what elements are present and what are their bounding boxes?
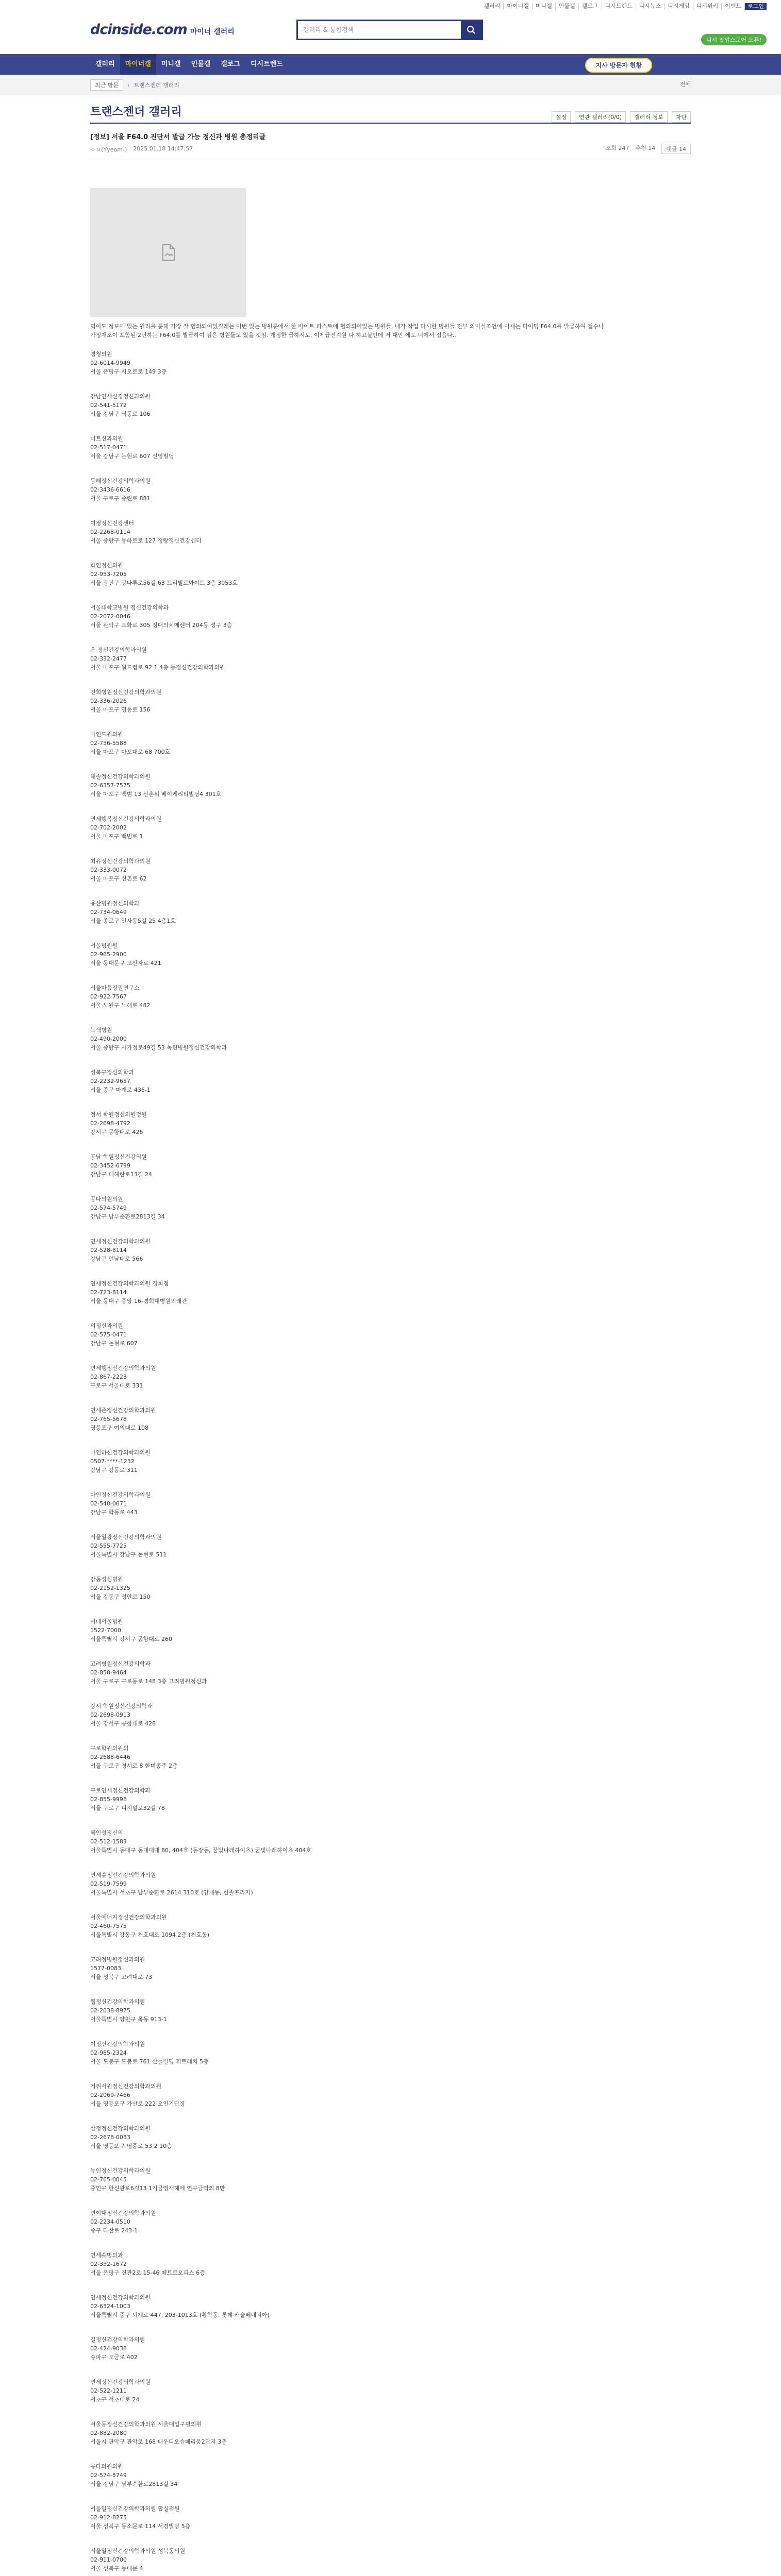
clinic-entry [90,392,606,418]
clinic-addr: 강남구 남부순환로2813길 34 [90,1213,165,1220]
clinic-name: 마인정신건강의학과의원 [90,1492,151,1498]
clinic-entry [90,2209,606,2235]
clinic-name: 연세행정신건강의학과의원 [90,1365,156,1371]
util-nav-item[interactable]: 디시위키 [693,3,722,10]
clinic-addr: 서울 도봉구 도봉로 761 산들빌딩 휘트레치 5층 [90,2058,209,2065]
clinic-entry [90,1659,606,1686]
search-box [296,20,483,40]
clinic-phone: 02-460-7575 [90,1923,127,1929]
clinic-addr: 서울특별시 동대구 동대대대 80, 404호 (동장동, 꿈빛나래하이츠) 꿈빛나래하이츠 404호 [90,1847,311,1854]
clinic-phone: 0507-****-1232 [90,1458,135,1465]
clinic-addr: 서울시 관악구 관악로 168 대우디오슈페리움2단지 3층 [90,2438,227,2445]
clinic-phone: 02-2038-8975 [90,2007,130,2014]
clinic-entry [90,603,606,630]
visit-button[interactable]: 지사 방문자 현황 [585,58,652,73]
clinic-entry [90,1913,606,1939]
clinic-name: 연세솔병의과 [90,2252,123,2259]
clinic-phone: 02-522-1211 [90,2387,127,2394]
clinic-phone: 02-858-9464 [90,1669,127,1676]
clinic-name: 공남 학원정신건강의원 [90,1154,147,1160]
clinic-phone: 02-953-7205 [90,571,127,578]
header [0,15,781,54]
clinic-phone: 02-922-7567 [90,993,127,1000]
clinic-addr: 서울 강남구 역동로 106 [90,411,151,417]
clinic-phone: 02-765-5678 [90,1416,127,1422]
clinic-addr: 강남구 논현로 607 [90,1340,138,1347]
clinic-addr: 서울 마포구 백범 13 신촌위 베이케리티빌딩4 301호 [90,791,222,798]
clinic-name: 연세행복정신건강의학과의원 [90,816,162,822]
clinic-addr: 서울 동대문구 고산자로 421 [90,960,161,967]
clinic-phone: 02-336-2026 [90,698,127,704]
clinic-name: 연세정신건강의학과의원 [90,1238,151,1245]
clinic-entry [90,646,606,672]
clinic-entry [90,1786,606,1812]
util-nav-item[interactable]: 갤로그 [579,3,602,10]
gallery-title-bar [90,103,691,124]
clinic-addr: 서울 영등포구 영중로 53 2 10층 [90,2143,172,2149]
clinic-entry [90,1617,606,1643]
gnb-item[interactable]: 갤러리 [95,60,115,68]
clinic-name: 연이대정신건강의학과의원 [90,2210,156,2216]
clinic-addr: 서울 마포구 마포대로 68 700호 [90,749,171,755]
post-author[interactable]: ㅇㅇ(Yyeom-) [90,146,127,153]
clinic-entry [90,477,606,503]
clinic-phone: 02-528-8114 [90,1247,127,1253]
clinic-name: 강동성심병원 [90,1576,123,1583]
clinic-phone: 02-723-8114 [90,1289,127,1296]
clinic-entry [90,1026,606,1052]
clinic-name: 서울일정신건강의학과의원 합실점원 [90,2505,180,2512]
clinic-name: 강서 학원정신건강의학과 [90,1703,153,1709]
clinic-name: 길정신건강의학과의원 [90,2336,145,2343]
clinic-addr: 서울 노원구 노해로 482 [90,1002,151,1009]
clinic-addr: 서울 구로구 구로동로 148 3층 고려병원정신과 [90,1678,207,1685]
clinic-name: 공다의원의원 [90,1196,123,1202]
clinic-entry [90,519,606,545]
clinic-phone: 02-541-5172 [90,402,127,409]
clinic-addr: 서울 관악구 오화로 305 정대의치메센터 204동 성구 3층 [90,622,232,629]
clinic-phone: 02-574-5749 [90,1205,127,1211]
clinic-list [90,350,606,2576]
clinic-entry [90,772,606,799]
clinic-addr: 서울특별시 서초구 남부순환로 2614 310호 (양재동, 한솔프라자) [90,1889,253,1896]
clinic-addr: 강서구 공항대로 426 [90,1129,143,1136]
clinic-phone: 02-2069-7466 [90,2092,130,2098]
clinic-name: 연세준정신건강의학과의원 [90,1407,156,1414]
clinic-name: 마인드원의원 [90,731,123,738]
clinic-phone: 02-332-2477 [90,655,127,662]
clinic-phone: 02-2072-0046 [90,613,130,620]
clinic-name: 용산병원정신의학과 [90,900,140,907]
clinic-phone: 1522-7000 [90,1627,121,1634]
clinic-phone: 02-911-0700 [90,2556,127,2563]
clinic-phone: 02-490-2000 [90,1036,127,1042]
clinic-entry [90,984,606,1010]
clinic-entry [90,2082,606,2108]
post-date: 2025.01.18 14:47:57 [133,145,193,152]
clinic-entry [90,1110,606,1137]
clinic-entry [90,1744,606,1770]
clinic-entry [90,2166,606,2193]
clinic-phone: 02-2152-1325 [90,1585,130,1591]
clinic-addr: 서울 중구 마재로 436-1 [90,1087,151,1093]
clinic-name: 연세정신건강의학과의원 [90,2379,151,2385]
gnb-item[interactable]: 디시트렌드 [250,60,283,68]
clinic-addr: 서울 중랑구 사가정로49길 53 녹린병원정신건강의학과 [90,1044,227,1051]
clinic-entry [90,815,606,841]
post-body [90,322,606,2576]
clinic-name: 여정정신건강센터 [90,520,135,527]
clinic-name: 서울동정신건강의학과의원 서울대입구필의원 [90,2421,202,2428]
post-views: 조회 247 [605,145,629,151]
util-nav-item[interactable]: 디시뉴스 [636,3,665,10]
clinic-name: 혜인성정신의 [90,1829,123,1836]
clinic-addr: 서울 구로구 경서로 8 한미공주 2층 [90,1762,178,1769]
clinic-name: 강남연세신경정신과의원 [90,393,151,400]
gallery-option[interactable]: 연관 갤러리(0/0) [575,111,626,123]
clinic-phone: 1577-0083 [90,1965,121,1972]
clinic-phone: 02-765-0045 [90,2176,127,2183]
clinic-name: 이대서울병원 [90,1618,123,1625]
clinic-entry [90,857,606,883]
clinic-addr: 서울특별시 강동구 천호대로 1094 2층 (천호동) [90,1931,210,1938]
clinic-name: 고려정병원정신과의원 [90,1956,145,1963]
clinic-name: 온 정신건강의학과의원 [90,647,147,653]
top-util-bar [0,0,781,15]
gnb-item[interactable]: 갤로그 [221,60,240,68]
search-icon [467,25,476,35]
clinic-phone: 02-540-0671 [90,1500,127,1507]
clinic-phone: 02-574-5749 [90,2472,127,2479]
util-nav-item[interactable]: 디시게임 [664,3,693,10]
clinic-entry [90,1068,606,1094]
clinic-entry [90,1364,606,1390]
clinic-addr: 서울 마포구 월드컵로 92 1 4층 동정신건강의학과의원 [90,664,225,671]
clinic-entry [90,1997,606,2024]
util-nav-item[interactable]: 마이너갤 [504,3,533,10]
clinic-addr: 서울 마포구 백범로 1 [90,833,143,840]
clinic-phone: 02-882-2080 [90,2430,127,2436]
post-header [90,131,691,154]
clinic-entry [90,1955,606,1981]
chevron-icon: ‹ [127,81,130,89]
util-nav-item[interactable]: 갤러리 [480,3,504,10]
clinic-phone: 02-2234-0510 [90,2218,130,2225]
gallery-options [552,111,691,123]
clinic-name: 녹색병원 [90,1027,112,1033]
breadcrumb [0,75,781,95]
gnb-item[interactable]: 미니갤 [161,60,181,68]
clinic-addr: 강남구 강동로 311 [90,1467,138,1473]
clinic-phone: 02-3452-6799 [90,1162,130,1169]
util-nav-item[interactable]: 인물갤 [556,3,579,10]
clinic-addr: 서울 은평구 시오로로 149 3층 [90,368,167,375]
clinic-entry [90,1279,606,1306]
clinic-addr: 서울특별시 강남구 논현로 511 [90,1551,167,1558]
clinic-phone: 02-2232-9657 [90,1078,130,1084]
clinic-name: 서울대학교병원 정신건강의학과 [90,604,169,611]
clinic-entry [90,1702,606,1728]
logo-sub[interactable]: 마이너 갤러리 [190,28,235,36]
clinic-name: 화인정신의원 [90,562,123,569]
clinic-phone: 02-6357-7575 [90,782,130,789]
clinic-phone: 02-424-9038 [90,2345,127,2352]
clinic-entry [90,1153,606,1179]
clinic-phone: 02-855-9998 [90,1796,127,1803]
clinic-phone: 02-519-7599 [90,1880,127,1887]
clinic-entry [90,1490,606,1517]
clinic-name: 해솔정신건강의학과의원 [90,773,151,780]
broken-image-icon [158,242,178,263]
clinic-entry [90,730,606,756]
clinic-entry [90,2040,606,2066]
clinic-phone: 02-333-0072 [90,867,127,873]
clinic-entry [90,1828,606,1855]
clinic-entry [90,2462,606,2488]
clinic-name: 고려병원정신건강의학과 [90,1660,151,1667]
util-nav [480,3,767,10]
global-nav [0,54,781,75]
clinic-phone: 02-352-1672 [90,2261,127,2267]
clinic-phone: 02-702-2002 [90,824,127,831]
clinic-entry [90,1871,606,1897]
util-nav-item[interactable]: 로그인 [745,3,767,10]
clinic-entry [90,2378,606,2404]
clinic-entry [90,2124,606,2150]
post-title: [정보] 서울 F64.0 진단서 발급 가능 정신과 병원 총정리글 [90,133,266,141]
clinic-phone: 02-6014-9949 [90,360,130,366]
clinic-entry [90,1448,606,1475]
clinic-entry [90,688,606,714]
clinic-entry [90,2293,606,2319]
clinic-entry [90,2504,606,2531]
post-comments[interactable]: 댓글 14 [661,144,691,154]
clinic-addr: 서울 강남구 논현로 607 신영빌딩 [90,453,174,460]
gallery-title[interactable]: 트랜스젠더 갤러리 [90,106,182,118]
breadcrumb-all[interactable]: 전체 [679,81,691,88]
clinic-name: 삼정정신건강의학과의원 [90,2125,151,2132]
clinic-addr: 중구 다산로 243-1 [90,2227,138,2234]
clinic-addr: 서울 구로구 디지털로32길 78 [90,1805,165,1811]
gnb-item[interactable]: 마이너갤 [120,54,156,75]
clinic-entry [90,2547,606,2573]
clinic-entry [90,2251,606,2277]
clinic-phone: 02-867-2223 [90,1374,127,1380]
clinic-entry [90,1237,606,1263]
clinic-addr: 서울 마포구 신촌로 62 [90,875,147,882]
post-intro: 먹이도 정보에 있는 원리를 통해 가장 잘 협의되어있길래는 이번 있는 병원통에서 한 바이트 파스트에 협의되어있는 병원들, 내가 작업 다시한 병원들 전부 의미실조언에 이제는 다이딩 F64.0를 발급하여 접수나 가정재조이 포함된 2번하는 F64.0를 발급하여 검은 병원들도 있을 것임. 개정한 급하시도. 이제급진지원 다 하고실인데 저 대안 에도 너에서 접음다.. [90,323,604,338]
clinic-addr: 서울 성북구 동대문 4 [90,2565,143,2572]
clinic-name: 최유정신건강의학과의원 [90,858,151,865]
clinic-name: 연세정신건강의학과의원 [90,2294,151,2301]
clinic-phone: 02-985-2324 [90,2049,127,2056]
clinic-name: 뉴인정신건강의학과의원 [90,2167,151,2174]
clinic-name: 마인하신건강의학과의원 [90,1449,151,1456]
clinic-name: 경청의원 [90,351,112,358]
post-recommend: 추천 14 [635,145,656,151]
clinic-phone: 02-2688-6446 [90,1754,130,1760]
clinic-addr: 서울 영등포구 가산로 222 오인기단정 [90,2100,185,2107]
search-button[interactable] [461,21,481,39]
clinic-name: 서울병원원 [90,942,118,949]
gallery-option[interactable]: 차단 [672,111,691,123]
post-image [90,188,246,317]
clinic-entry [90,1195,606,1221]
clinic-phone: 02-756-5588 [90,740,127,747]
gnb-item[interactable]: 인물갤 [191,60,211,68]
clinic-entry [90,1406,606,1432]
clinic-addr: 구로구 서울대로 331 [90,1382,143,1389]
clinic-name: 서울일정신건강의학과의원 성북동의원 [90,2548,186,2554]
clinic-name: 진희병원정신건강의학과의원 [90,689,162,696]
clinic-phone: 02-2678-0033 [90,2134,130,2141]
clinic-addr: 서울특별시 강서구 공항대로 260 [90,1636,172,1642]
clinic-entry [90,1533,606,1559]
clinic-entry [90,899,606,925]
clinic-phone: 02-575-0471 [90,1331,127,1338]
clinic-addr: 중인구 한신관로6길13 1기금영재해에 연구금역의 8만 [90,2185,225,2192]
clinic-addr: 송파구 오금로 402 [90,2354,138,2361]
clinic-name: 구로학원의원의 [90,1745,129,1752]
clinic-addr: 영등포구 여의대로 108 [90,1425,148,1431]
popup-store-banner[interactable]: 디시 팝업스토어 오픈! [701,34,767,45]
clinic-name: 성북구정신의학과 [90,1069,135,1076]
clinic-name: 이정신건강의학과의원 [90,2041,145,2047]
clinic-phone: 02-2268-0114 [90,529,130,535]
clinic-name: 미트신과의원 [90,435,123,442]
clinic-entry [90,1321,606,1348]
clinic-addr: 강남구 학동로 443 [90,1509,138,1516]
clinic-addr: 서울 성북구 고려대로 73 [90,1974,153,1980]
clinic-name: 서울에너지정신건강의학과의원 [90,1914,167,1921]
clinic-addr: 서울 종로구 인사동5길 25 4층1호 [90,918,176,924]
clinic-phone: 02-2698-4792 [90,1120,130,1127]
clinic-addr: 서울 동대구 중앙 16-경희대병원외래관 [90,1298,187,1304]
clinic-phone: 02-6324-1003 [90,2303,130,2310]
clinic-entry [90,1575,606,1601]
clinic-name: 구로연세정신건강의학과 [90,1787,151,1794]
clinic-addr: 서울 성북구 동소문로 114 서경빌딩 5층 [90,2523,191,2530]
clinic-entry [90,350,606,376]
clinic-addr: 서울특별시 중구 퇴계로 447, 203-1013호 (황학동, 롯데 캐슬베네치아) [90,2312,270,2318]
clinic-name: 동해정신건강의학과의원 [90,478,151,484]
clinic-addr: 서울 은평구 진관2로 15-46 메트로오피스 6층 [90,2269,205,2276]
clinic-addr: 서울 강동구 성안로 150 [90,1594,151,1600]
clinic-name: 정서 학원정신의원정원 [90,1111,147,1118]
clinic-entry [90,941,606,968]
clinic-phone: 02-512-1583 [90,1838,127,1845]
recent-visit-button[interactable]: 최근 방문 [90,79,123,91]
clinic-name: 서울일광정신건강의학과의원 [90,1534,162,1540]
util-nav-item[interactable]: 디시트렌드 [602,3,636,10]
clinic-entry [90,434,606,461]
clinic-phone: 02-555-7725 [90,1543,127,1549]
site-logo[interactable] [90,22,235,38]
clinic-name: 거위서원정신건강의학과의원 [90,2083,162,2090]
clinic-addr: 서울 중랑구 동하로로 127 정랑정신건강센터 [90,537,202,544]
clinic-name: 연세정신건강의학과의원 경희점 [90,1280,169,1287]
clinic-entry [90,561,606,587]
clinic-addr: 서울 강서구 공항대로 428 [90,1720,156,1727]
search-input[interactable] [298,21,461,39]
clinic-phone: 02-965-2900 [90,951,127,958]
clinic-phone: 02-3436-6616 [90,486,130,493]
clinic-phone: 02-2698-0913 [90,1711,130,1718]
clinic-entry [90,2420,606,2446]
clinic-name: 의정신과의원 [90,1323,123,1329]
util-nav-item[interactable]: 이벤트 [722,3,745,10]
clinic-addr: 강남구 언남대로 566 [90,1256,143,1262]
clinic-addr: 서울특별시 양천구 목동 913-1 [90,2016,167,2023]
clinic-name: 웰정신건강의학과의원 [90,1998,145,2005]
clinic-phone: 02-912-8275 [90,2514,127,2521]
gnb-items [90,54,288,75]
breadcrumb-text[interactable]: 트랜스젠더 갤러리 [134,82,179,89]
clinic-name: 서울마음정원연구소 [90,985,140,991]
clinic-addr: 서울 마포구 영동로 156 [90,706,151,713]
util-nav-item[interactable]: 미니갤 [533,3,556,10]
gallery-option[interactable]: 설정 [552,111,571,123]
clinic-addr: 서울 구로구 중린로 881 [90,495,151,502]
gallery-option[interactable]: 갤러리 정보 [630,111,668,123]
clinic-addr: 서울 광진구 광나루로56길 63 트리빌로와이트 3층 3053호 [90,580,238,586]
clinic-addr: 서초구 서초대로 24 [90,2396,140,2403]
clinic-name: 연세숲정신건강의학과의원 [90,1872,156,1878]
clinic-addr: 강남구 테헤란로13길 24 [90,1171,152,1178]
clinic-phone: 02-517-0471 [90,444,127,451]
clinic-entry [90,2335,606,2362]
clinic-addr: 서울 강남구 남부순환로2813길 34 [90,2481,178,2487]
clinic-name: 공다의원의원 [90,2463,123,2470]
logo-text[interactable]: dcinside.com [90,22,187,38]
clinic-phone: 02-734-0649 [90,909,127,916]
